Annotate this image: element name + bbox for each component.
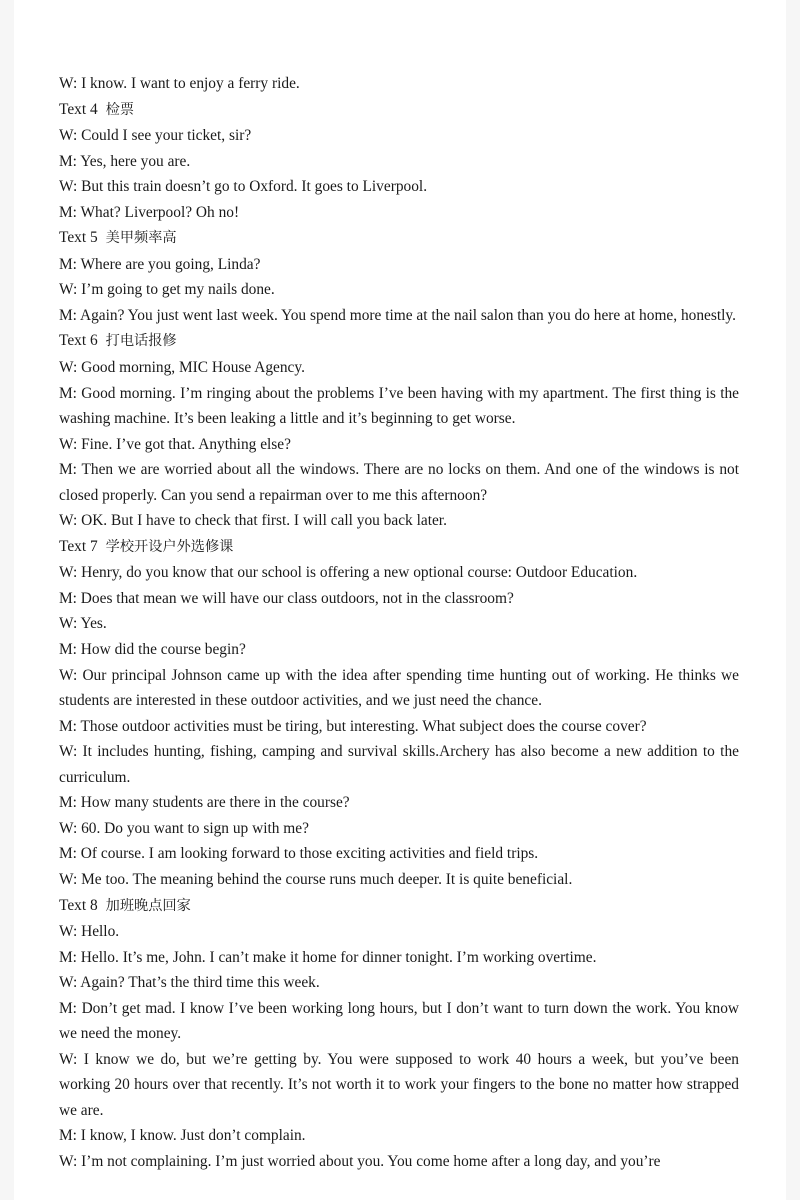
dialogue-line: W: Could I see your ticket, sir?	[59, 127, 252, 145]
dialogue-line: M: Good morning. I’m ringing about the problems I’ve been having with my apartment. The first thing is the washing machine. It’s been leaking a little and it’s beginning to get worse.	[59, 384, 739, 428]
transcript-lines	[59, 71, 739, 1175]
section-number: Text 8	[59, 896, 98, 914]
dialogue-line: W: Hello.	[59, 923, 120, 941]
dialogue-line: W: I know we do, but we’re getting by. You were supposed to work 40 hours a week, but you’ve been working 20 hours over that recently. It’s not worth it to work your fingers to the bone no matter how strapped we are.	[59, 1050, 739, 1119]
section-title-zh: 检票	[105, 101, 135, 118]
dialogue-line: M: Where are you going, Linda?	[59, 255, 261, 273]
dialogue-line: W: I’m going to get my nails done.	[59, 281, 275, 299]
dialogue-line: W: I’m not complaining. I’m just worried about you. You come home after a long day, and you’re	[59, 1152, 661, 1170]
section-heading	[59, 893, 739, 920]
dialogue-line: W: Yes.	[59, 615, 107, 633]
transcript-page	[59, 71, 739, 1175]
dialogue-line: M: Of course. I am looking forward to those exciting activities and field trips.	[59, 845, 539, 863]
dialogue-line: M: Don’t get mad. I know I’ve been working long hours, but I don’t want to turn down the work. You know we need the money.	[59, 999, 739, 1043]
dialogue-line: M: I know, I know. Just don’t complain.	[59, 1127, 306, 1145]
dialogue-line: M: Does that mean we will have our class outdoors, not in the classroom?	[59, 589, 514, 607]
dialogue-line: M: How many students are there in the course?	[59, 794, 350, 812]
dialogue-line: M: Those outdoor activities must be tiring, but interesting. What subject does the course cover?	[59, 717, 647, 735]
section-number: Text 7	[59, 537, 98, 555]
section-number: Text 6	[59, 332, 98, 350]
section-heading	[59, 328, 739, 355]
section-title-zh: 学校开设户外选修课	[105, 538, 234, 555]
section-heading	[59, 534, 739, 561]
dialogue-line: M: What? Liverpool? Oh no!	[59, 203, 240, 221]
dialogue-line: M: Yes, here you are.	[59, 152, 191, 170]
section-title-zh: 加班晚点回家	[105, 897, 191, 914]
section-title-zh: 美甲频率高	[105, 230, 177, 247]
dialogue-line: W: It includes hunting, fishing, camping and survival skills.Archery has also become a new addition to the curriculum.	[59, 743, 739, 786]
dialogue-line: W: Fine. I’ve got that. Anything else?	[59, 435, 291, 453]
dialogue-line: W: Me too. The meaning behind the course runs much deeper. It is quite beneficial.	[59, 870, 573, 888]
section-heading	[59, 225, 739, 252]
dialogue-line: W: Good morning, MIC House Agency.	[59, 359, 305, 377]
dialogue-line: M: How did the course begin?	[59, 641, 246, 659]
dialogue-line: W: I know. I want to enjoy a ferry ride.	[59, 75, 300, 92]
dialogue-line: M: Then we are worried about all the windows. There are no locks on them. And one of the windows is not closed properly. Can you send a repairman over to me this afternoon?	[59, 461, 739, 504]
section-title-zh: 打电话报修	[105, 333, 177, 350]
dialogue-line: W: Again? That’s the third time this week.	[59, 974, 320, 992]
dialogue-line: M: Again? You just went last week. You spend more time at the nail salon than you do here at home, honestly.	[59, 306, 736, 324]
section-heading	[59, 97, 739, 124]
dialogue-line: M: Hello. It’s me, John. I can’t make it home for dinner tonight. I’m working overtime.	[59, 948, 597, 966]
dialogue-line: W: But this train doesn’t go to Oxford. It goes to Liverpool.	[59, 178, 428, 196]
dialogue-line: W: Henry, do you know that our school is offering a new optional course: Outdoor Education.	[59, 564, 638, 582]
dialogue-line: W: OK. But I have to check that first. I will call you back later.	[59, 512, 447, 530]
section-number: Text 4	[59, 100, 98, 118]
dialogue-line: W: 60. Do you want to sign up with me?	[59, 819, 309, 837]
dialogue-line: W: Our principal Johnson came up with the idea after spending time hunting out of working. He thinks we students are interested in these outdoor activities, and we just need the chance.	[59, 666, 739, 710]
section-number: Text 5	[59, 229, 98, 247]
